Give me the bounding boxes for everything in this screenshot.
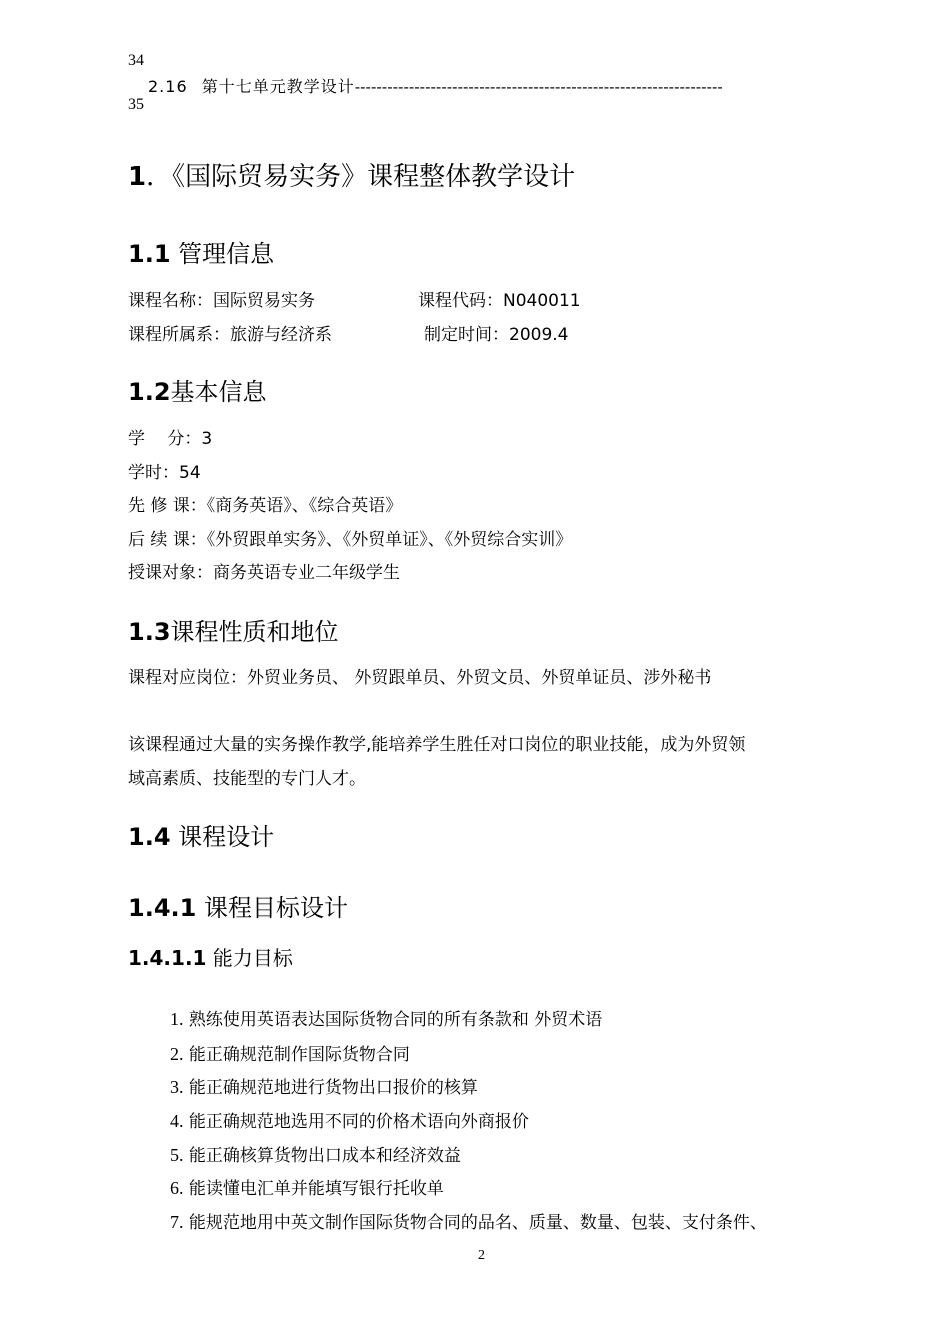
toc-entry[interactable]: [148, 74, 723, 97]
section-title: 课程设计: [178, 823, 275, 851]
course-department: 课程所属系：旅游与经济系: [128, 325, 332, 345]
section-heading-1-4-1: [128, 888, 348, 923]
section-number: 1.4.1.1: [128, 946, 207, 970]
hours: 学时：54: [128, 463, 201, 483]
section-heading-1-1: [128, 234, 274, 269]
section-title: 课程目标设计: [203, 894, 348, 922]
toc-entry-page: 35: [128, 96, 144, 113]
section-number: 1.2: [128, 378, 171, 406]
credits: 学 分：3: [128, 429, 213, 449]
course-positions: 课程对应岗位：外贸业务员、 外贸跟单员、外贸文员、外贸单证员、涉外秘书: [128, 668, 712, 688]
section-number: 1.4.1: [128, 894, 197, 922]
section-heading-1-4: [128, 817, 274, 852]
section-title: 能力目标: [212, 946, 293, 970]
course-code: 课程代码：N040011: [418, 291, 581, 311]
course-description-line-1: 该课程通过大量的实务操作教学,能培养学生胜任对口岗位的职业技能，成为外贸领: [128, 735, 746, 755]
goal-item: 2. 能正确规范制作国际货物合同: [170, 1044, 410, 1065]
section-heading-1-2: [128, 372, 267, 407]
chapter-number: 1: [128, 162, 147, 192]
section-number: 1.4: [128, 823, 171, 851]
audience: 授课对象：商务英语专业二年级学生: [128, 563, 400, 583]
toc-entry-title: 第十七单元教学设计: [201, 77, 355, 96]
chapter-heading: [128, 156, 575, 193]
page-number: 2: [478, 1248, 485, 1263]
section-number: 1.3: [128, 618, 171, 646]
course-description-line-2: 域高素质、技能型的专门人才。: [128, 769, 366, 789]
prerequisites: 先 修 课：《商务英语》、《综合英语》: [128, 496, 403, 516]
section-title: 课程性质和地位: [170, 618, 339, 646]
section-title: 基本信息: [170, 378, 267, 406]
toc-entry-leader: --------------------------------------------------------------------: [354, 78, 723, 96]
section-number: 1.1: [128, 240, 171, 268]
course-name: 课程名称：国际贸易实务: [128, 291, 315, 311]
section-heading-1-4-1-1: [128, 942, 293, 971]
goal-item: 7. 能规范地用中英文制作国际货物合同的品名、质量、数量、包装、支付条件、: [170, 1212, 767, 1233]
chapter-title: ．《国际贸易实务》课程整体教学设计: [146, 162, 576, 192]
toc-prev-page-number: 34: [128, 52, 144, 69]
goal-item: 1. 熟练使用英语表达国际货物合同的所有条款和 外贸术语: [170, 1009, 603, 1030]
goal-item: 4. 能正确规范地选用不同的价格术语向外商报价: [170, 1111, 529, 1132]
course-date: 制定时间：2009.4: [424, 325, 569, 345]
goal-item: 3. 能正确规范地进行货物出口报价的核算: [170, 1077, 478, 1098]
section-title: 管理信息: [178, 240, 275, 268]
toc-entry-number: 2.16: [148, 77, 188, 96]
followup-courses: 后 续 课：《外贸跟单实务》、《外贸单证》、《外贸综合实训》: [128, 530, 573, 550]
goal-item: 6. 能读懂电汇单并能填写银行托收单: [170, 1178, 444, 1199]
goal-item: 5. 能正确核算货物出口成本和经济效益: [170, 1145, 461, 1166]
section-heading-1-3: [128, 612, 339, 647]
